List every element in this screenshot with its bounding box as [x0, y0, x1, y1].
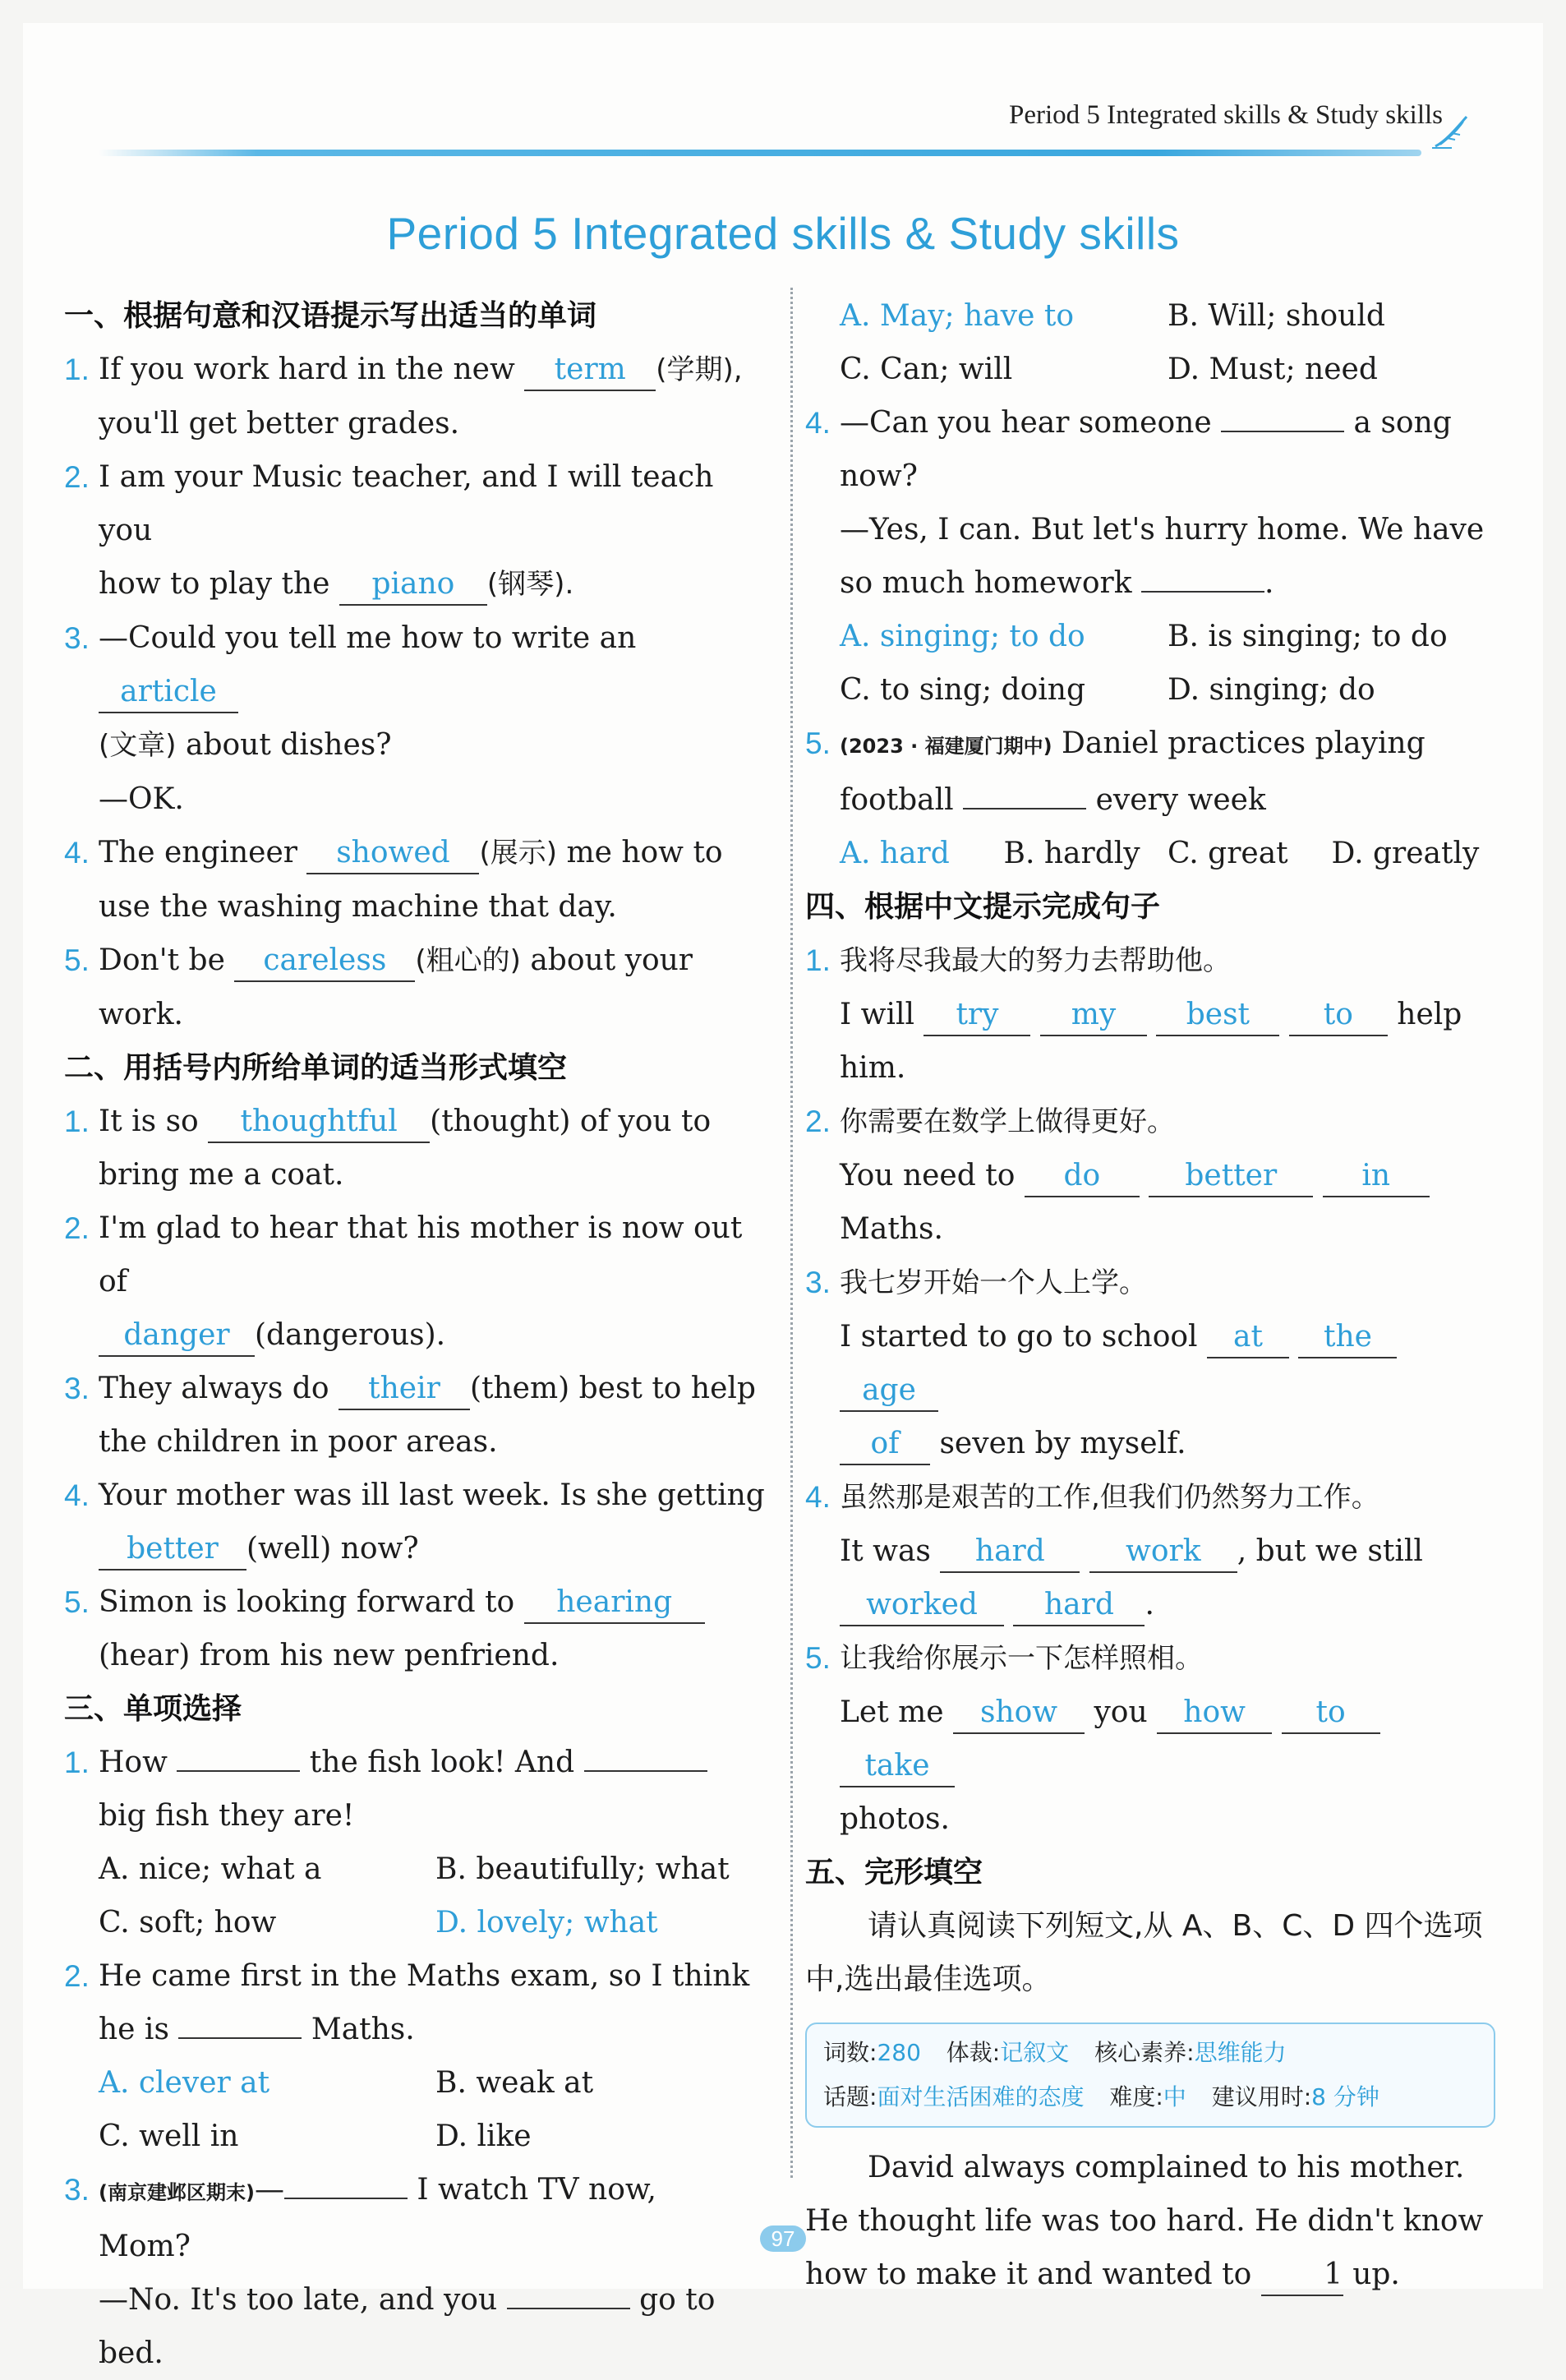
s1-question-4: 4. The engineer showed (展示) me how to use the washing machine that day.: [64, 826, 772, 934]
answer-blank: show: [953, 1693, 1085, 1734]
question-number: 1.: [805, 943, 831, 977]
question-number: 1.: [64, 1105, 90, 1138]
answer-blank: their: [339, 1369, 470, 1410]
s1-question-1: 1. If you work hard in the new term (学期), you'll get better grades.: [64, 343, 772, 450]
answer-blank: piano: [339, 565, 487, 606]
s1-question-2: 2. I am your Music teacher, and I will teach you how to play the piano (钢琴).: [64, 450, 772, 611]
s4-question-5: 5. 让我给你展示一下怎样照相。 Let me show you how to take photos.: [805, 1631, 1495, 1846]
question-number: 5.: [805, 1641, 831, 1675]
s2-question-5: 5. Simon is looking forward to hearing (hear) from his new penfriend.: [64, 1575, 772, 1682]
option-c: C. great: [1168, 837, 1288, 870]
answer-blank: showed: [306, 833, 479, 874]
answer-blank: [1141, 591, 1264, 593]
answer-blank: careless: [234, 941, 415, 982]
column-divider: [790, 288, 793, 2178]
question-number: 1.: [64, 1746, 90, 1779]
option-a: A. nice; what a: [99, 1852, 322, 1886]
question-number: 3.: [64, 1372, 90, 1405]
question-number: 2.: [805, 1105, 831, 1138]
option-a-correct: A. singing; to do: [840, 620, 1085, 653]
section-heading-1: 一、根据句意和汉语提示写出适当的单词: [64, 299, 597, 333]
decoration-icon: [1430, 113, 1472, 155]
answer-blank: better: [1149, 1156, 1313, 1197]
question-number: 3.: [64, 621, 90, 655]
left-column: [64, 289, 772, 2380]
s4-question-4: 4. 虽然那是艰苦的工作,但我们仍然努力工作。 It was hard work , but we still worked hard .: [805, 1470, 1495, 1631]
question-number: 4.: [64, 836, 90, 869]
option-c: C. soft; how: [99, 1906, 277, 1940]
options: [840, 289, 1495, 396]
page-number: 97: [0, 2225, 1566, 2252]
option-c: C. Can; will: [840, 353, 1013, 386]
s2-question-4: 4. Your mother was ill last week. Is she getting better (well) now?: [64, 1469, 772, 1575]
answer-blank: hard: [940, 1532, 1080, 1573]
answer-blank: hard: [1013, 1585, 1145, 1626]
answer-blank: try: [923, 995, 1030, 1036]
answer-blank: [963, 808, 1086, 809]
question-number: 3.: [64, 2173, 90, 2207]
question-number: 3.: [805, 1266, 831, 1299]
option-a-correct: A. May; have to: [840, 299, 1074, 333]
page-title: Period 5 Integrated skills & Study skills: [386, 208, 1180, 259]
answer-blank: danger: [99, 1316, 255, 1357]
answer-blank: in: [1323, 1156, 1430, 1197]
running-header: Period 5 Integrated skills & Study skills: [1009, 100, 1443, 130]
s2-question-3: 3. They always do their (them) best to help the children in poor areas.: [64, 1362, 772, 1469]
passage-info-box: 词数:280 体裁:记叙文 核心素养:思维能力 话题:面对生活困难的态度 难度:中 建议用时:8 分钟: [805, 2023, 1495, 2128]
question-number: 1.: [64, 353, 90, 386]
s4-question-2: 2. 你需要在数学上做得更好。 You need to do better in Maths.: [805, 1095, 1495, 1256]
question-number: 4.: [805, 406, 831, 440]
options: [99, 2056, 772, 2163]
answer-blank: thoughtful: [208, 1102, 430, 1143]
answer-blank: worked: [840, 1585, 1004, 1626]
s3-question-2: 2. He came first in the Maths exam, so I think he is Maths. A. clever at B. weak at C. well in D. like: [64, 1949, 772, 2163]
options: [840, 827, 1495, 880]
answer-blank: work: [1089, 1532, 1237, 1573]
s4-question-1: 1. 我将尽我最大的努力去帮助他。 I will try my best to help him.: [805, 934, 1495, 1095]
s4-question-3: 3. 我七岁开始一个人上学。 I started to go to school at the age of seven by myself.: [805, 1256, 1495, 1470]
answer-blank: my: [1040, 995, 1147, 1036]
section-heading-4: 四、根据中文提示完成句子: [805, 890, 1161, 924]
option-d: D. greatly: [1331, 837, 1480, 870]
option-b: B. is singing; to do: [1168, 620, 1448, 653]
question-number: 2.: [64, 1211, 90, 1245]
chinese-prompt: 让我给你展示一下怎样照相。: [840, 1642, 1203, 1675]
section-heading-5: 五、完形填空: [805, 1856, 983, 1889]
option-a-correct: A. hard: [840, 837, 950, 870]
options: [99, 1843, 772, 1949]
question-number: 5.: [64, 943, 90, 977]
s3-question-1: 1. How the fish look! And big fish they are! A. nice; what a B. beautifully; what C. soft; how D. lovely; what: [64, 1736, 772, 1949]
option-c: C. to sing; doing: [840, 673, 1085, 707]
question-number: 2.: [64, 460, 90, 494]
cloze-passage: David always complained to his mother. He thought life was too hard. He didn't know how to make it and wanted to 1 up.: [805, 2141, 1495, 2301]
option-d: D. Must; need: [1168, 353, 1378, 386]
answer-blank: better: [99, 1529, 246, 1571]
option-b: B. Will; should: [1168, 299, 1385, 333]
chinese-prompt: 虽然那是艰苦的工作,但我们仍然努力工作。: [840, 1481, 1379, 1514]
s2-question-1: 1. It is so thoughtful (thought) of you to bring me a coat.: [64, 1095, 772, 1202]
answer-blank: age: [840, 1371, 938, 1412]
option-b: B. weak at: [435, 2066, 594, 2100]
s3-question-3-options: [805, 289, 1495, 396]
cloze-instructions: 请认真阅读下列短文,从 A、B、C、D 四个选项中,选出最佳选项。: [805, 1909, 1483, 1996]
answer-blank: hearing: [524, 1583, 705, 1624]
answer-blank: [178, 2037, 302, 2039]
answer-blank: [177, 1770, 300, 1772]
question-number: 5.: [805, 726, 831, 760]
answer-blank: to: [1282, 1693, 1380, 1734]
chinese-prompt: 我七岁开始一个人上学。: [840, 1266, 1147, 1299]
answer-blank: [507, 2308, 630, 2309]
answer-blank: term: [524, 350, 656, 391]
source-tag: (南京建邺区期末): [99, 2181, 255, 2204]
options: [840, 610, 1495, 717]
answer-blank: do: [1025, 1156, 1140, 1197]
answer-blank: of: [840, 1424, 930, 1465]
option-d-correct: D. lovely; what: [435, 1906, 658, 1940]
answer-blank: how: [1157, 1693, 1272, 1734]
answer-blank: [1221, 431, 1344, 432]
option-d: D. like: [435, 2119, 532, 2153]
s3-question-3: 3. (南京建邺区期末)— I watch TV now, Mom? —No. It's too late, and you go to bed.: [64, 2163, 772, 2380]
answer-blank: take: [840, 1746, 955, 1787]
answer-blank: at: [1207, 1317, 1289, 1358]
answer-blank: to: [1289, 995, 1388, 1036]
chinese-prompt: 我将尽我最大的努力去帮助他。: [840, 944, 1231, 977]
question-number: 4.: [64, 1478, 90, 1512]
s3-question-5: 5. (2023 · 福建厦门期中) Daniel practices playing football every week A. hard B. hardly C. great D. greatly: [805, 717, 1495, 880]
section-heading-2: 二、用括号内所给单词的适当形式填空: [64, 1051, 568, 1085]
answer-blank: article: [99, 672, 238, 713]
answer-blank: [584, 1770, 707, 1772]
s1-question-5: 5. Don't be careless (粗心的) about your work.: [64, 934, 772, 1041]
option-c: C. well in: [99, 2119, 239, 2153]
option-b: B. hardly: [1003, 837, 1140, 870]
option-d: D. singing; do: [1168, 673, 1375, 707]
option-b: B. beautifully; what: [435, 1852, 730, 1886]
cloze-blank-1: 1: [1261, 2255, 1343, 2296]
header-rule: [99, 150, 1421, 156]
answer-blank: the: [1298, 1317, 1397, 1358]
s1-question-3: 3. —Could you tell me how to write an article (文章) about dishes? —OK.: [64, 611, 772, 826]
s3-question-4: 4. —Can you hear someone a song now? —Yes, I can. But let's hurry home. We have so much homework . A. singing; to do B. is singing; to do C. to sing; doing D. singing; do: [805, 396, 1495, 717]
question-number: 5.: [64, 1585, 90, 1619]
question-number: 4.: [805, 1480, 831, 1514]
section-heading-3: 三、单项选择: [64, 1692, 242, 1726]
s2-question-2: 2. I'm glad to hear that his mother is now out of danger (dangerous).: [64, 1202, 772, 1362]
right-column: [805, 289, 1495, 2301]
answer-blank: best: [1156, 995, 1279, 1036]
chinese-prompt: 你需要在数学上做得更好。: [840, 1105, 1175, 1138]
source-tag: (2023 · 福建厦门期中): [840, 735, 1052, 758]
option-a-correct: A. clever at: [99, 2066, 270, 2100]
answer-blank: [284, 2198, 408, 2199]
question-number: 2.: [64, 1959, 90, 1993]
